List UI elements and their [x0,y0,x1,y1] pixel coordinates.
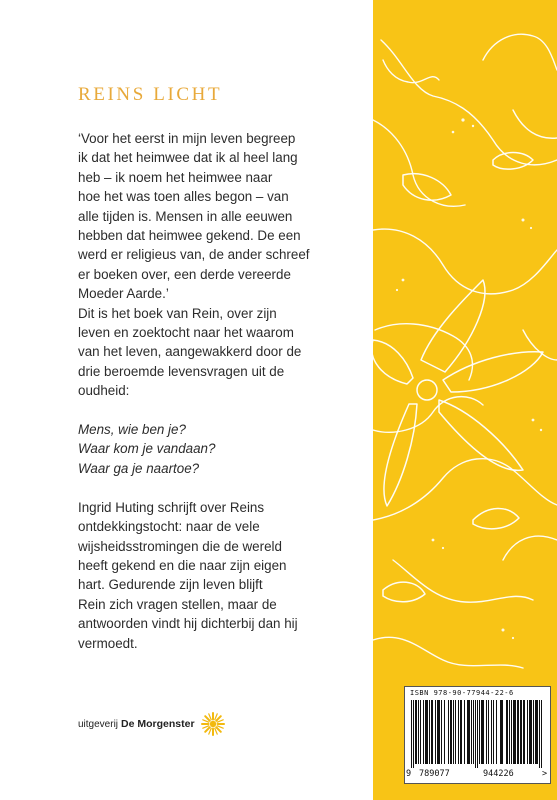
flower-line-artwork [373,0,557,800]
publisher-prefix: uitgeverij [78,718,119,730]
publisher-name: De Morgenster [121,718,195,730]
closing-line: Ingrid Huting schrijft over Reins [78,499,265,515]
question-line: Mens, wie ben je? [78,422,186,438]
closing-line: ontdekkingstocht: naar de vele [78,519,260,535]
closing-line: antwoorden vindt hij dichterbij dan hij [78,616,298,632]
sun-icon [201,712,225,736]
blurb [78,129,370,653]
quote-line: alle tijden is. Mensen in alle eeuwen [78,208,293,224]
intro-line: Dit is het boek van Rein, over zijn [78,305,277,321]
questions-paragraph [78,420,370,478]
closing-paragraph [78,498,370,653]
barcode-right-group: 944226 [483,769,514,779]
intro-line: drie beroemde levensvragen uit de [78,363,285,379]
isbn-label: ISBN 978-90-77944-22-6 [410,689,514,697]
intro-line: van het leven, aangewakkerd door de [78,344,302,360]
closing-line: Rein zich vragen stellen, maar de [78,596,277,612]
barcode-end-mark: > [542,769,548,779]
book-title: REINS LICHT [78,84,223,105]
publisher-imprint [78,712,225,736]
barcode-left-group: 789077 [419,769,450,779]
quote-line: hoe het was toen alles begon – van [78,189,289,205]
intro-paragraph [78,304,370,401]
closing-line: hart. Gedurende zijn leven blijft [78,577,263,593]
question-line: Waar kom je vandaan? [78,441,216,457]
isbn-barcode [404,686,551,784]
closing-line: wijsheidsstromingen die de wereld [78,538,282,554]
quote-line: Moeder Aarde.’ [78,286,169,302]
question-line: Waar ga je naartoe? [78,460,200,476]
quote-line: ik dat het heimwee dat ik al heel lang [78,150,298,166]
barcode-lead-digit: 9 [406,769,412,779]
intro-line: oudheid: [78,383,130,399]
quote-line: ‘Voor het eerst in mijn leven begreep [78,131,296,146]
quote-paragraph [78,129,370,304]
quote-line: hebben dat heimwee gekend. De een [78,228,301,244]
barcode-bars [411,700,544,768]
yellow-artwork-panel [373,0,557,800]
quote-line: heb – ik noem het heimwee naar [78,169,273,185]
closing-line: heeft gekend en die naar zijn eigen [78,557,287,573]
intro-line: leven en zoektocht naar het waarom [78,325,294,341]
closing-line: vermoedt. [78,635,138,651]
quote-line: werd er religieus van, de ander schreef [78,247,310,263]
quote-line: er boeken over, een derde vereerde [78,266,291,282]
